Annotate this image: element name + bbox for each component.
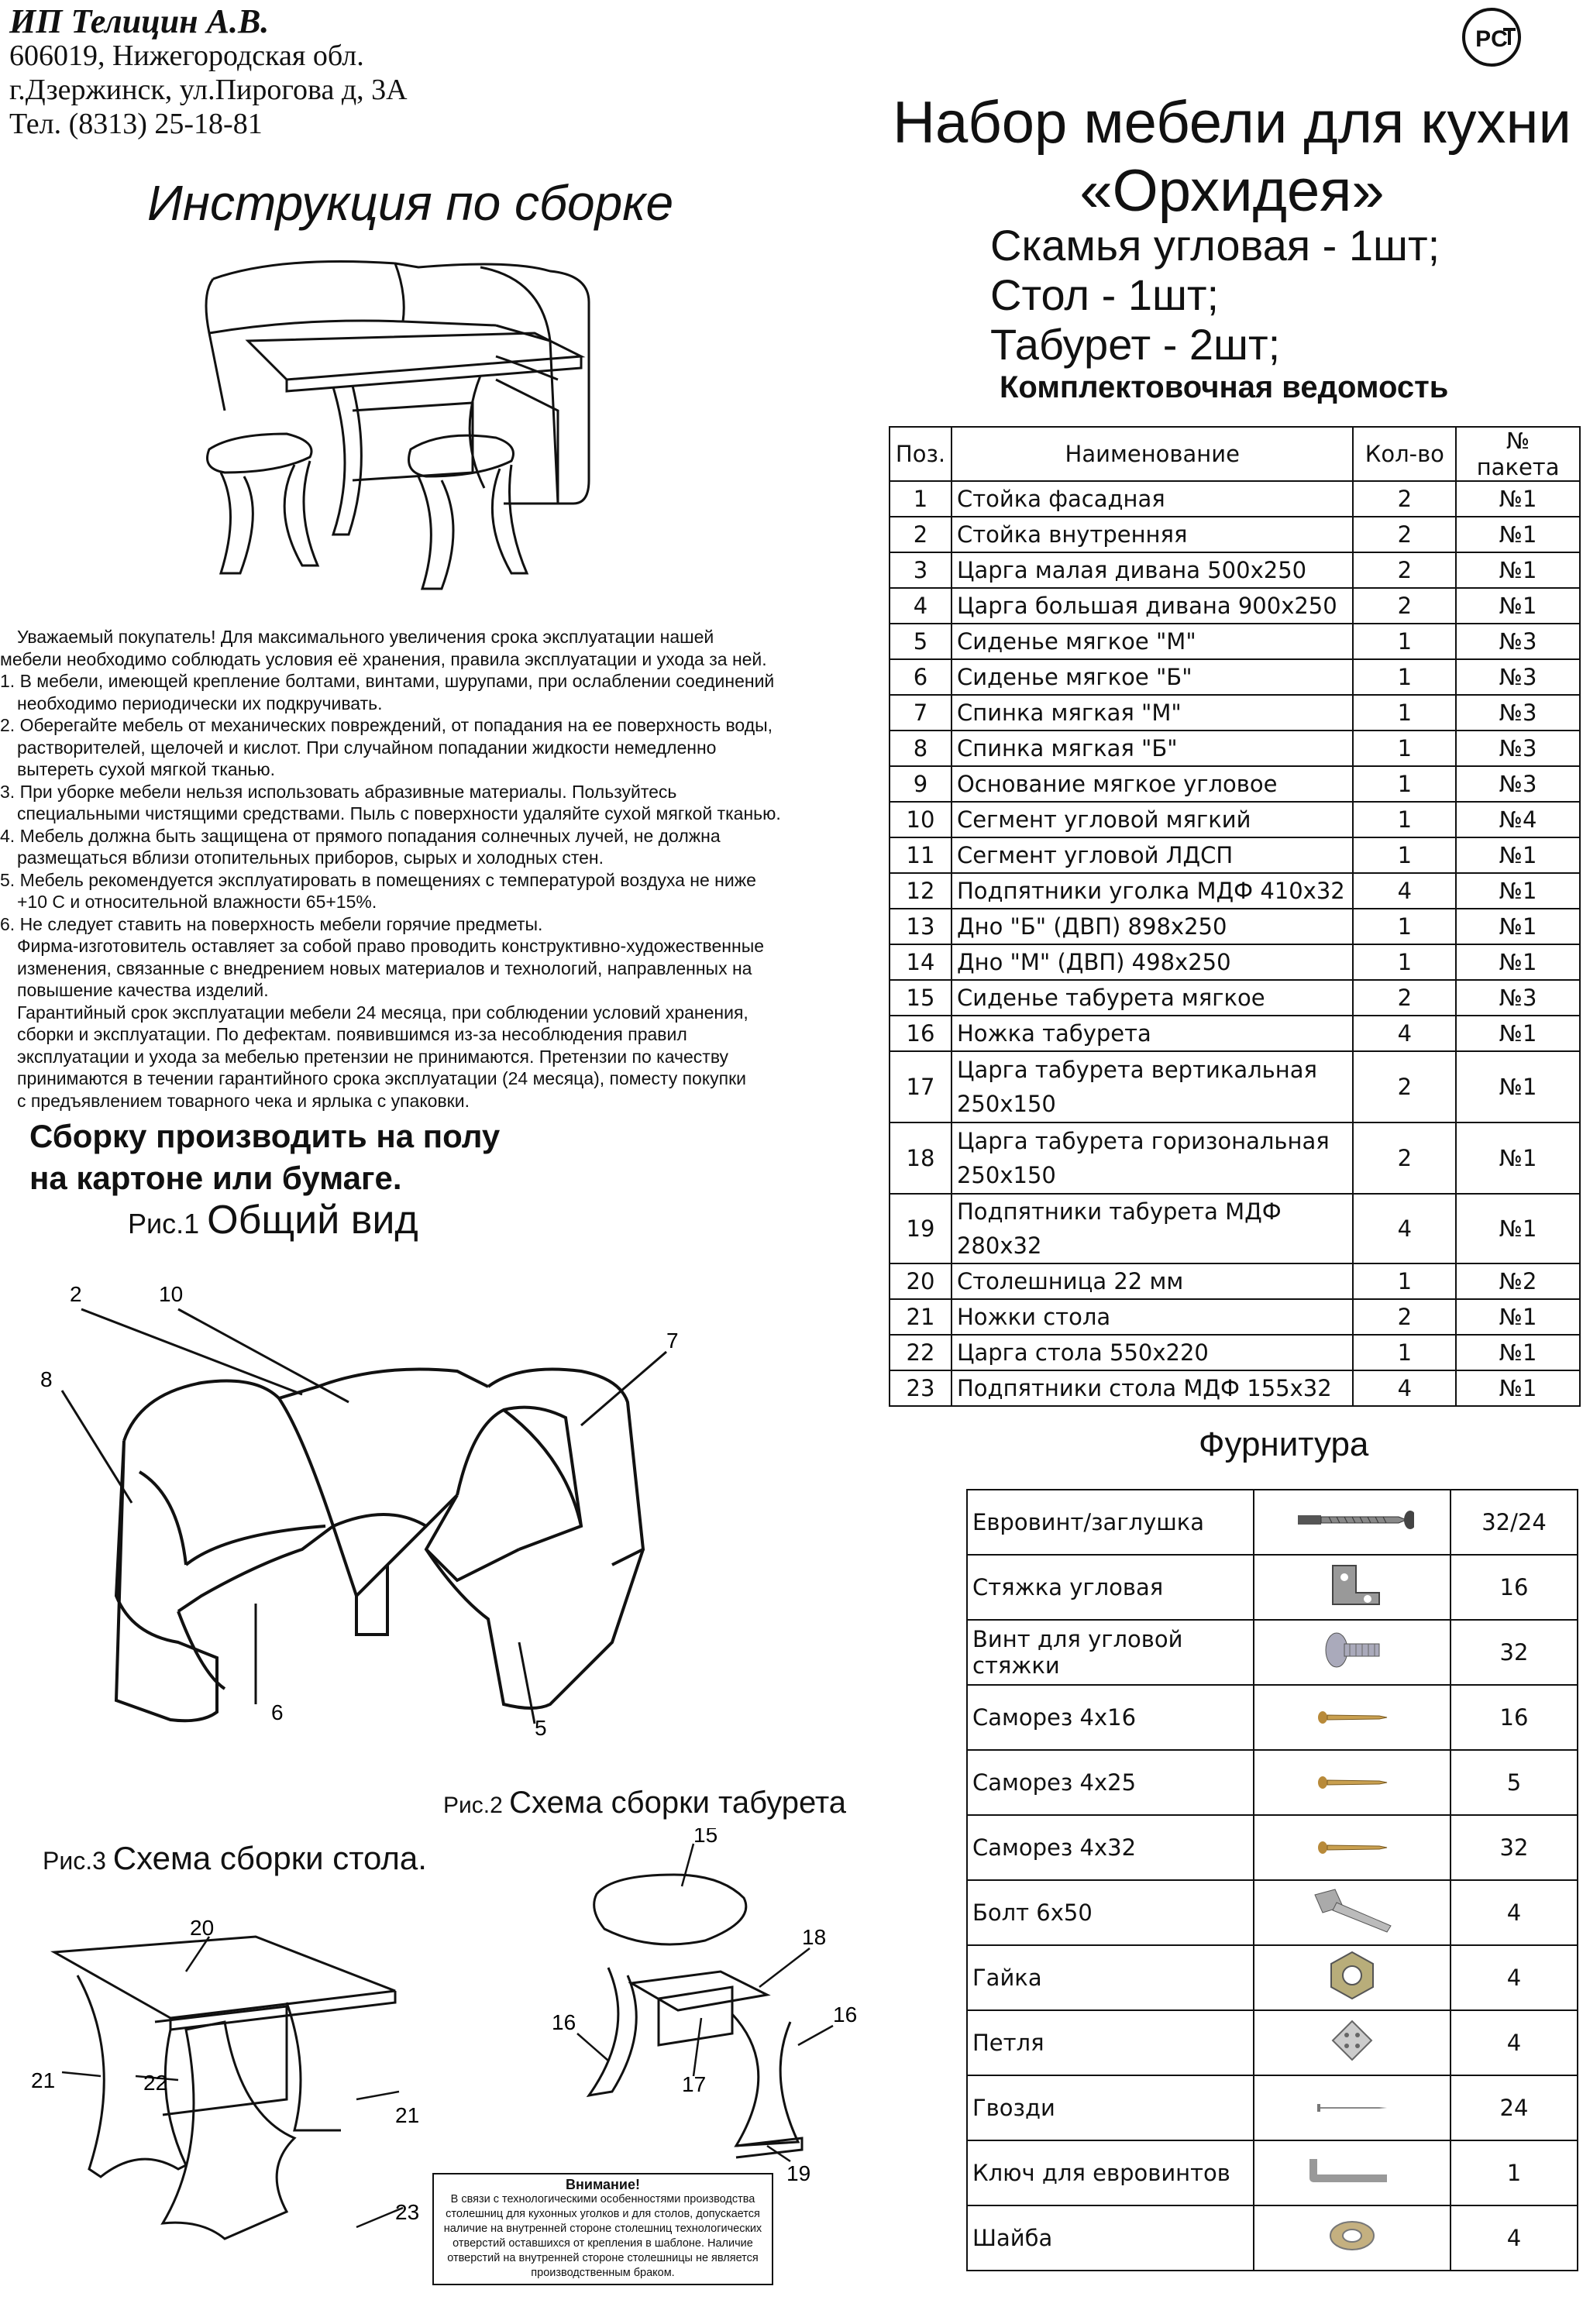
fitting-name: Шайба [967,2205,1254,2271]
notice-box [432,2173,773,2285]
main-title [883,89,1581,225]
part-name: Сиденье мягкое "Б" [952,659,1354,695]
table-row [890,1016,1580,1051]
figure-1-caption [128,1197,418,1243]
table-row [967,1620,1578,1685]
table-row [967,1945,1578,2010]
fitting-name: Саморез 4x16 [967,1685,1254,1750]
parts-header-row [890,427,1580,481]
notice-title: Внимание! [566,2177,640,2192]
figure-3-title: Схема сборки стола. [112,1840,427,1876]
part-quantity: 2 [1353,517,1456,552]
part-position: 4 [890,588,952,624]
fitting-name: Болт 6x50 [967,1880,1254,1945]
table-row [890,1370,1580,1406]
figure-2-label: 17 [682,2072,707,2096]
part-package: №1 [1456,837,1580,873]
care-instructions [0,626,876,1112]
fitting-quantity: 4 [1451,1945,1578,2010]
part-package: №1 [1456,1051,1580,1122]
table-row [890,517,1580,552]
care-text-line: 3. При уборке мебели нельзя использовать абразивные материалы. Пользуйтесь [0,781,677,802]
care-text-line: мебели необходимо соблюдать условия её хранения, правила эксплуатации и ухода за ней. [0,648,767,669]
parts-table [889,426,1581,1407]
table-row [890,1122,1580,1194]
title-line-1: Набор мебели для кухни [893,90,1571,156]
fitting-name: Гвозди [967,2075,1254,2140]
part-quantity: 2 [1353,1122,1456,1194]
care-text-line: эксплуатации и ухода за мебелью претензии не принимаются. Претензии по качеству [17,1046,729,1067]
table-row [967,2205,1578,2271]
part-quantity: 1 [1353,766,1456,802]
part-package: №2 [1456,1263,1580,1299]
part-quantity: 2 [1353,588,1456,624]
part-quantity: 2 [1353,552,1456,588]
assembly-note-line-1: Сборку производить на полу [29,1118,501,1154]
certification-mark-icon [1461,6,1523,68]
wood-screw-icon [1254,1750,1451,1815]
part-position: 12 [890,873,952,909]
part-name: Сегмент угловой мягкий [952,802,1354,837]
table-row [890,1051,1580,1122]
part-quantity: 4 [1353,873,1456,909]
assembly-note-line-2: на картоне или бумаге. [29,1160,402,1196]
care-text-line: Фирма-изготовитель оставляет за собой право проводить конструктивно-художественные [17,936,765,956]
part-position: 6 [890,659,952,695]
figure-3-drawing [31,1913,465,2270]
part-name: Стойка внутренняя [952,517,1354,552]
part-quantity: 1 [1353,909,1456,944]
figure-2-caption [443,1786,846,1820]
table-row [890,624,1580,659]
fitting-name: Ключ для евровинтов [967,2140,1254,2205]
figure-1-prefix: Рис.1 [128,1208,200,1239]
part-position: 18 [890,1122,952,1194]
fitting-name: Винт для угловой стяжки [967,1620,1254,1685]
part-position: 19 [890,1194,952,1263]
fitting-name: Стяжка угловая [967,1555,1254,1620]
part-quantity: 4 [1353,1016,1456,1051]
part-position: 16 [890,1016,952,1051]
figure-3-label: 20 [190,1916,215,1940]
fitting-quantity: 5 [1451,1750,1578,1815]
table-row [967,1490,1578,1555]
table-row [967,1880,1578,1945]
fitting-quantity: 16 [1451,1685,1578,1750]
part-position: 7 [890,695,952,731]
table-row [967,1685,1578,1750]
parts-body [890,481,1580,1406]
part-quantity: 1 [1353,1335,1456,1370]
part-quantity: 4 [1353,1370,1456,1406]
figure-2-label: 19 [786,2161,811,2185]
figure-3-label: 21 [395,2103,420,2127]
table-row [890,552,1580,588]
part-name: Царга малая дивана 500x250 [952,552,1354,588]
part-quantity: 2 [1353,481,1456,517]
care-text-line: необходимо периодически их подкручивать. [17,693,383,713]
care-text-line: сборки и эксплуатации. По дефектам. появившимся из-за несоблюдения правил [17,1024,687,1044]
col-header-qty: Кол-во [1353,427,1456,481]
part-quantity: 1 [1353,837,1456,873]
wood-screw-icon [1254,1815,1451,1880]
nut-icon [1254,1945,1451,2010]
fitting-quantity: 4 [1451,2010,1578,2075]
part-position: 8 [890,731,952,766]
part-package: №1 [1456,909,1580,944]
company-address-1: 606019, Нижегородская обл. [9,40,364,72]
fitting-name: Гайка [967,1945,1254,2010]
set-item: Табурет - 2шт; [990,320,1281,369]
part-package: №1 [1456,1122,1580,1194]
part-package: №1 [1456,1335,1580,1370]
part-quantity: 1 [1353,802,1456,837]
col-header-pos: Поз. [890,427,952,481]
part-quantity: 2 [1353,980,1456,1016]
part-name: Сегмент угловой ЛДСП [952,837,1354,873]
figure-1-title: Общий вид [207,1198,418,1243]
fitting-quantity: 4 [1451,1880,1578,1945]
figure-1-label: 6 [271,1700,284,1724]
part-quantity: 1 [1353,944,1456,980]
part-name: Спинка мягкая "М" [952,695,1354,731]
part-name: Столешница 22 мм [952,1263,1354,1299]
care-text-line: растворителей, щелочей и кислот. При случайном попадании жидкости немедленно [17,737,717,758]
fitting-quantity: 4 [1451,2205,1578,2271]
title-line-2: «Орхидея» [1079,158,1385,224]
part-package: №1 [1456,481,1580,517]
part-package: №1 [1456,1299,1580,1335]
care-text-line: вытереть сухой мягкой тканью. [17,759,276,779]
table-row [890,1335,1580,1370]
table-row [967,1555,1578,1620]
figure-3-caption [43,1840,427,1877]
table-row [890,588,1580,624]
part-name: Спинка мягкая "Б" [952,731,1354,766]
figure-1-label: 8 [40,1367,53,1391]
part-name: Подпятники уголка МДФ 410x32 [952,873,1354,909]
figure-2-label: 15 [693,1828,718,1847]
table-row [967,2140,1578,2205]
part-quantity: 1 [1353,695,1456,731]
part-package: №1 [1456,873,1580,909]
figure-3-label: 23 [395,2200,420,2224]
part-position: 9 [890,766,952,802]
care-text-line: принимаются в течении гарантийного срока эксплуатации (24 месяца), поместу покупки [17,1068,747,1088]
table-row [890,1263,1580,1299]
fitting-quantity: 1 [1451,2140,1578,2205]
company-name: ИП Телицин А.В. [9,2,270,40]
part-position: 2 [890,517,952,552]
part-position: 13 [890,909,952,944]
company-address-2: г.Дзержинск, ул.Пирогова д, 3А [9,74,408,106]
part-position: 17 [890,1051,952,1122]
fitting-quantity: 24 [1451,2075,1578,2140]
table-row [890,1194,1580,1263]
table-row [967,1750,1578,1815]
part-package: №1 [1456,588,1580,624]
hinge-icon [1254,2010,1451,2075]
company-block [9,2,408,141]
table-row [890,766,1580,802]
part-package: №1 [1456,1370,1580,1406]
part-package: №3 [1456,659,1580,695]
part-package: №3 [1456,980,1580,1016]
euroscrew-icon [1254,1490,1451,1555]
figure-2-label: 16 [552,2010,576,2034]
instruction-title: Инструкция по сборке [147,175,674,231]
part-name: Подпятники стола МДФ 155x32 [952,1370,1354,1406]
care-text-line: специальными чистящими средствами. Пыль с поверхности удаляйте сухой мягкой тканью. [17,803,781,823]
col-header-name: Наименование [952,427,1354,481]
part-quantity: 2 [1353,1299,1456,1335]
figure-2-drawing [535,1828,868,2185]
table-row [967,2075,1578,2140]
table-row [967,2010,1578,2075]
care-text-line: Уважаемый покупатель! Для максимального увеличения срока эксплуатации нашей [17,627,714,647]
part-package: №3 [1456,731,1580,766]
table-row [890,481,1580,517]
table-row [890,980,1580,1016]
table-row [967,1815,1578,1880]
figure-1-drawing [23,1270,767,1766]
care-text-line: 4. Мебель должна быть защищена от прямого попадания солнечных лучей, не должна [0,825,721,846]
fitting-name: Петля [967,2010,1254,2075]
fitting-name: Евровинт/заглушка [967,1490,1254,1555]
care-text-line: с предъявлением товарного чека и ярлыка с упаковки. [17,1090,470,1111]
col-header-package: № пакета [1456,427,1580,481]
part-name: Подпятники табурета МДФ 280x32 [952,1194,1354,1263]
part-quantity: 2 [1353,1051,1456,1122]
part-name: Царга табурета вертикальная 250x150 [952,1051,1354,1122]
fitting-quantity: 32 [1451,1620,1578,1685]
part-position: 21 [890,1299,952,1335]
part-package: №1 [1456,944,1580,980]
fitting-quantity: 16 [1451,1555,1578,1620]
care-text-line: 2. Оберегайте мебель от механических повреждений, от попадания на ее поверхность воды, [0,715,773,735]
part-name: Царга большая дивана 900x250 [952,588,1354,624]
notice-text: В связи с технологическими особенностями производства столешниц для кухонных уголков и для столов, допускается наличие на внутренней стороне столешниц технологических отверстий оставшихся от крепления в шаблоне. Наличие отверстий на внутренней стороне столешницы не является производственным браком. [443,2193,762,2279]
corner-bracket-icon [1254,1555,1451,1620]
wood-screw-icon [1254,1685,1451,1750]
part-position: 11 [890,837,952,873]
part-quantity: 4 [1353,1194,1456,1263]
part-position: 5 [890,624,952,659]
part-name: Сиденье мягкое "М" [952,624,1354,659]
part-name: Основание мягкое угловое [952,766,1354,802]
table-row [890,837,1580,873]
part-position: 15 [890,980,952,1016]
part-package: №3 [1456,695,1580,731]
part-package: №1 [1456,517,1580,552]
part-quantity: 1 [1353,624,1456,659]
table-row [890,1299,1580,1335]
screw-icon [1254,1620,1451,1685]
figure-1-label: 7 [666,1329,679,1353]
part-package: №1 [1456,1194,1580,1263]
part-package: №3 [1456,766,1580,802]
part-quantity: 1 [1353,1263,1456,1299]
furniture-table [966,1489,1578,2271]
part-package: №3 [1456,624,1580,659]
figure-2-label: 18 [802,1925,827,1949]
care-text-line: размещаться вблизи отопительных приборов, сырых и холодных стен. [17,847,604,868]
table-row [890,944,1580,980]
part-name: Стойка фасадная [952,481,1354,517]
part-position: 10 [890,802,952,837]
care-text-line: 5. Мебель рекомендуется эксплуатировать в помещениях с температурой воздуха не ниже [0,869,756,890]
part-position: 22 [890,1335,952,1370]
part-package: №1 [1456,1016,1580,1051]
furniture-body [967,1490,1578,2271]
table-row [890,909,1580,944]
part-name: Сиденье табурета мягкое [952,980,1354,1016]
fitting-quantity: 32 [1451,1815,1578,1880]
fitting-name: Саморез 4x25 [967,1750,1254,1815]
figure-2-title: Схема сборки табурета [509,1786,847,1820]
set-item: Скамья угловая - 1шт; [990,221,1440,270]
company-phone: Тел. (8313) 25-18-81 [9,108,263,140]
care-text-line: +10 С и относительной влажности 65+15%. [17,892,377,912]
care-text-line: 1. В мебели, имеющей крепление болтами, винтами, шурупами, при ослаблении соединений [0,671,775,691]
part-position: 3 [890,552,952,588]
hex-key-icon [1254,2140,1451,2205]
part-quantity: 1 [1353,731,1456,766]
figure-3-label: 21 [31,2068,56,2092]
part-name: Ножки стола [952,1299,1354,1335]
part-position: 20 [890,1263,952,1299]
figure-1-label: 10 [159,1282,184,1306]
part-name: Дно "М" (ДВП) 498x250 [952,944,1354,980]
part-quantity: 1 [1353,659,1456,695]
figure-3-label: 22 [143,2071,168,2095]
nail-icon [1254,2075,1451,2140]
care-text-line: Гарантийный срок эксплуатации мебели 24 месяца, при соблюдении условий хранения, [17,1002,748,1023]
figure-3-prefix: Рис.3 [43,1847,106,1875]
table-row [890,695,1580,731]
care-text-line: повышение качества изделий. [17,980,269,1000]
figure-2-prefix: Рис.2 [443,1793,503,1818]
figure-1-label: 2 [70,1282,82,1306]
part-name: Царга стола 550x220 [952,1335,1354,1370]
part-position: 1 [890,481,952,517]
part-position: 23 [890,1370,952,1406]
care-text-line: 6. Не следует ставить на поверхность мебели горячие предметы. [0,913,543,934]
assembly-note [29,1116,500,1199]
part-package: №1 [1456,552,1580,588]
table-row [890,659,1580,695]
table-row [890,802,1580,837]
fitting-name: Саморез 4x32 [967,1815,1254,1880]
vedomost-title: Комплектовочная ведомость [1000,370,1449,404]
set-list [990,221,1440,370]
washer-icon [1254,2205,1451,2271]
figure-1-label: 5 [535,1716,547,1740]
part-name: Ножка табурета [952,1016,1354,1051]
figure-2-label: 16 [833,2003,858,2027]
table-row [890,731,1580,766]
part-package: №4 [1456,802,1580,837]
table-row [890,873,1580,909]
part-name: Дно "Б" (ДВП) 898x250 [952,909,1354,944]
kitchen-set-sketch [186,248,682,612]
care-text-line: изменения, связанные с внедрением новых материалов и технологий, направленных на [17,957,752,978]
svg-text:PC: PC [1475,26,1508,52]
set-item: Стол - 1шт; [990,270,1220,319]
fitting-quantity: 32/24 [1451,1490,1578,1555]
furniture-title: Фурнитура [1199,1425,1369,1463]
part-name: Царга табурета горизональная 250x150 [952,1122,1354,1194]
part-position: 14 [890,944,952,980]
bolt-icon [1254,1880,1451,1945]
